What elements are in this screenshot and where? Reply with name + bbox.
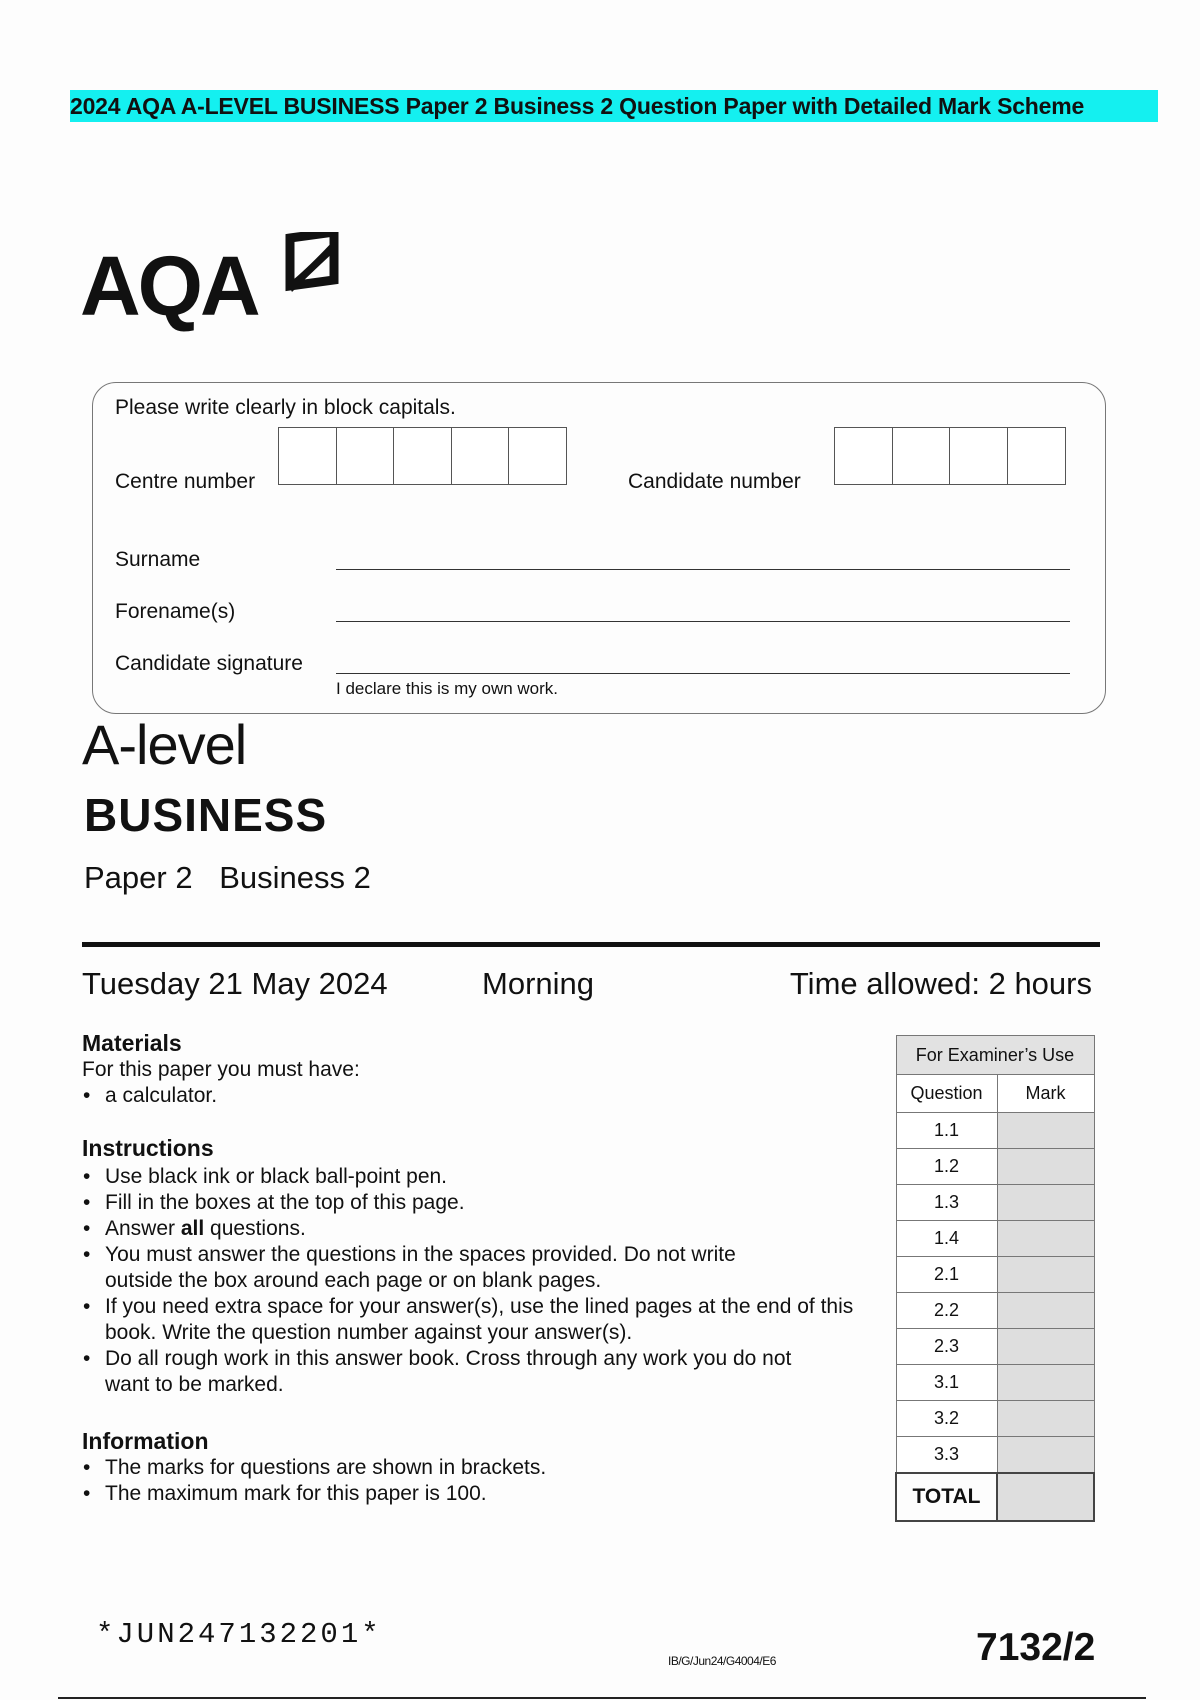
- centre-number-digit-box[interactable]: [451, 427, 510, 485]
- table-row: [896, 1293, 1094, 1329]
- paper-code: 7132/2: [976, 1626, 1096, 1669]
- candidate-number-digit-box[interactable]: [892, 427, 951, 485]
- question-column-header: Question: [896, 1075, 997, 1113]
- information-title: Information: [82, 1428, 209, 1454]
- paper-title: [84, 860, 371, 896]
- forename-field[interactable]: [336, 621, 1070, 622]
- mark-cell: [997, 1257, 1094, 1293]
- question-number: 2.1: [896, 1257, 997, 1293]
- table-row: [896, 1257, 1094, 1293]
- mark-cell: [997, 1329, 1094, 1365]
- total-mark-cell: [997, 1473, 1094, 1521]
- aqa-logo-mark-icon: [284, 232, 340, 292]
- forename-label: Forename(s): [115, 600, 236, 623]
- paper-number: Paper 2: [84, 860, 193, 895]
- signature-label: Candidate signature: [115, 652, 303, 675]
- centre-number-label: Centre number: [115, 470, 256, 493]
- centre-number-digit-box[interactable]: [278, 427, 337, 485]
- question-number: 2.2: [896, 1293, 997, 1329]
- table-row: [896, 1185, 1094, 1221]
- answer-all-suffix: questions.: [204, 1217, 306, 1240]
- table-row: [896, 1329, 1094, 1365]
- question-number: 2.3: [896, 1329, 997, 1365]
- materials-title: Materials: [82, 1030, 182, 1056]
- table-row: [896, 1113, 1094, 1149]
- answer-all-emphasis: all: [180, 1217, 205, 1240]
- instruction-item: • Use black ink or black ball-point pen.: [82, 1164, 872, 1190]
- aqa-logo-text: AQA: [80, 239, 258, 333]
- instructions-title: Instructions: [82, 1135, 214, 1161]
- answer-all-prefix: Answer: [105, 1217, 181, 1240]
- paper-name: Business 2: [219, 860, 371, 895]
- question-number: 1.4: [896, 1221, 997, 1257]
- candidate-number-input[interactable]: [834, 427, 1064, 485]
- mark-cell: [997, 1437, 1094, 1474]
- instruction-item: • Fill in the boxes at the top of this page.: [82, 1190, 872, 1216]
- mark-cell: [997, 1149, 1094, 1185]
- footer-divider: [58, 1697, 1146, 1699]
- mark-column-header: Mark: [997, 1075, 1094, 1113]
- information-item: • The marks for questions are shown in brackets.: [82, 1455, 862, 1481]
- qualification-level: A-level: [82, 713, 247, 776]
- instruction-item: • If you need extra space for your answer(s), use the lined pages at the end of this book. Write the question number against your answer(s).: [82, 1294, 872, 1346]
- barcode-text: *JUN247132201*: [96, 1618, 382, 1651]
- instruction-item-answer-all: [82, 1216, 872, 1242]
- signature-field[interactable]: [336, 673, 1070, 674]
- exam-session: Morning: [482, 966, 594, 1001]
- time-allowed: Time allowed: 2 hours: [789, 966, 1092, 1001]
- table-row: [896, 1221, 1094, 1257]
- subject-title: BUSINESS: [84, 789, 328, 841]
- centre-number-digit-box[interactable]: [393, 427, 452, 485]
- question-number: 3.1: [896, 1365, 997, 1401]
- candidate-number-digit-box[interactable]: [1007, 427, 1066, 485]
- table-row: [896, 1149, 1094, 1185]
- materials-item: • a calculator.: [82, 1083, 862, 1109]
- document-reference: IB/G/Jun24/G4004/E6: [668, 1654, 776, 1668]
- mark-cell: [997, 1365, 1094, 1401]
- declaration-text: I declare this is my own work.: [336, 679, 559, 698]
- question-number: 1.3: [896, 1185, 997, 1221]
- centre-number-digit-box[interactable]: [336, 427, 395, 485]
- total-label: TOTAL: [896, 1473, 997, 1521]
- block-capitals-instruction: Please write clearly in block capitals.: [115, 396, 456, 419]
- question-number: 3.3: [896, 1437, 997, 1474]
- materials-section: [82, 1030, 862, 1109]
- instruction-item: • Do all rough work in this answer book. Cross through any work you do not want to be marked.: [82, 1346, 805, 1398]
- candidate-number-digit-box[interactable]: [834, 427, 893, 485]
- table-row: [896, 1401, 1094, 1437]
- candidate-number-digit-box[interactable]: [949, 427, 1008, 485]
- surname-label: Surname: [115, 548, 201, 571]
- table-row: [896, 1437, 1094, 1474]
- question-number: 3.2: [896, 1401, 997, 1437]
- surname-field[interactable]: [336, 569, 1070, 570]
- mark-cell: [997, 1401, 1094, 1437]
- information-section: [82, 1428, 862, 1507]
- centre-number-digit-box[interactable]: [508, 427, 567, 485]
- mark-cell: [997, 1185, 1094, 1221]
- question-number: 1.1: [896, 1113, 997, 1149]
- centre-number-input[interactable]: [278, 427, 566, 485]
- materials-intro: For this paper you must have:: [82, 1058, 360, 1081]
- mark-cell: [997, 1113, 1094, 1149]
- information-item: • The maximum mark for this paper is 100.: [82, 1481, 862, 1507]
- instructions-section: [82, 1135, 872, 1398]
- examiner-table-header: For Examiner’s Use: [896, 1036, 1094, 1075]
- table-row: [896, 1365, 1094, 1401]
- exam-date: Tuesday 21 May 2024: [82, 966, 388, 1001]
- mark-cell: [997, 1293, 1094, 1329]
- document-banner-title: 2024 AQA A-LEVEL BUSINESS Paper 2 Business 2 Question Paper with Detailed Mark Scheme: [70, 90, 1158, 122]
- question-number: 1.2: [896, 1149, 997, 1185]
- mark-cell: [997, 1221, 1094, 1257]
- title-divider: [82, 942, 1100, 947]
- instruction-item: • You must answer the questions in the spaces provided. Do not write outside the box around each page or on blank pages.: [82, 1242, 805, 1294]
- examiner-use-table: [895, 1035, 1095, 1522]
- candidate-number-label: Candidate number: [628, 470, 801, 493]
- aqa-logo: [80, 232, 350, 332]
- total-row: [896, 1473, 1094, 1521]
